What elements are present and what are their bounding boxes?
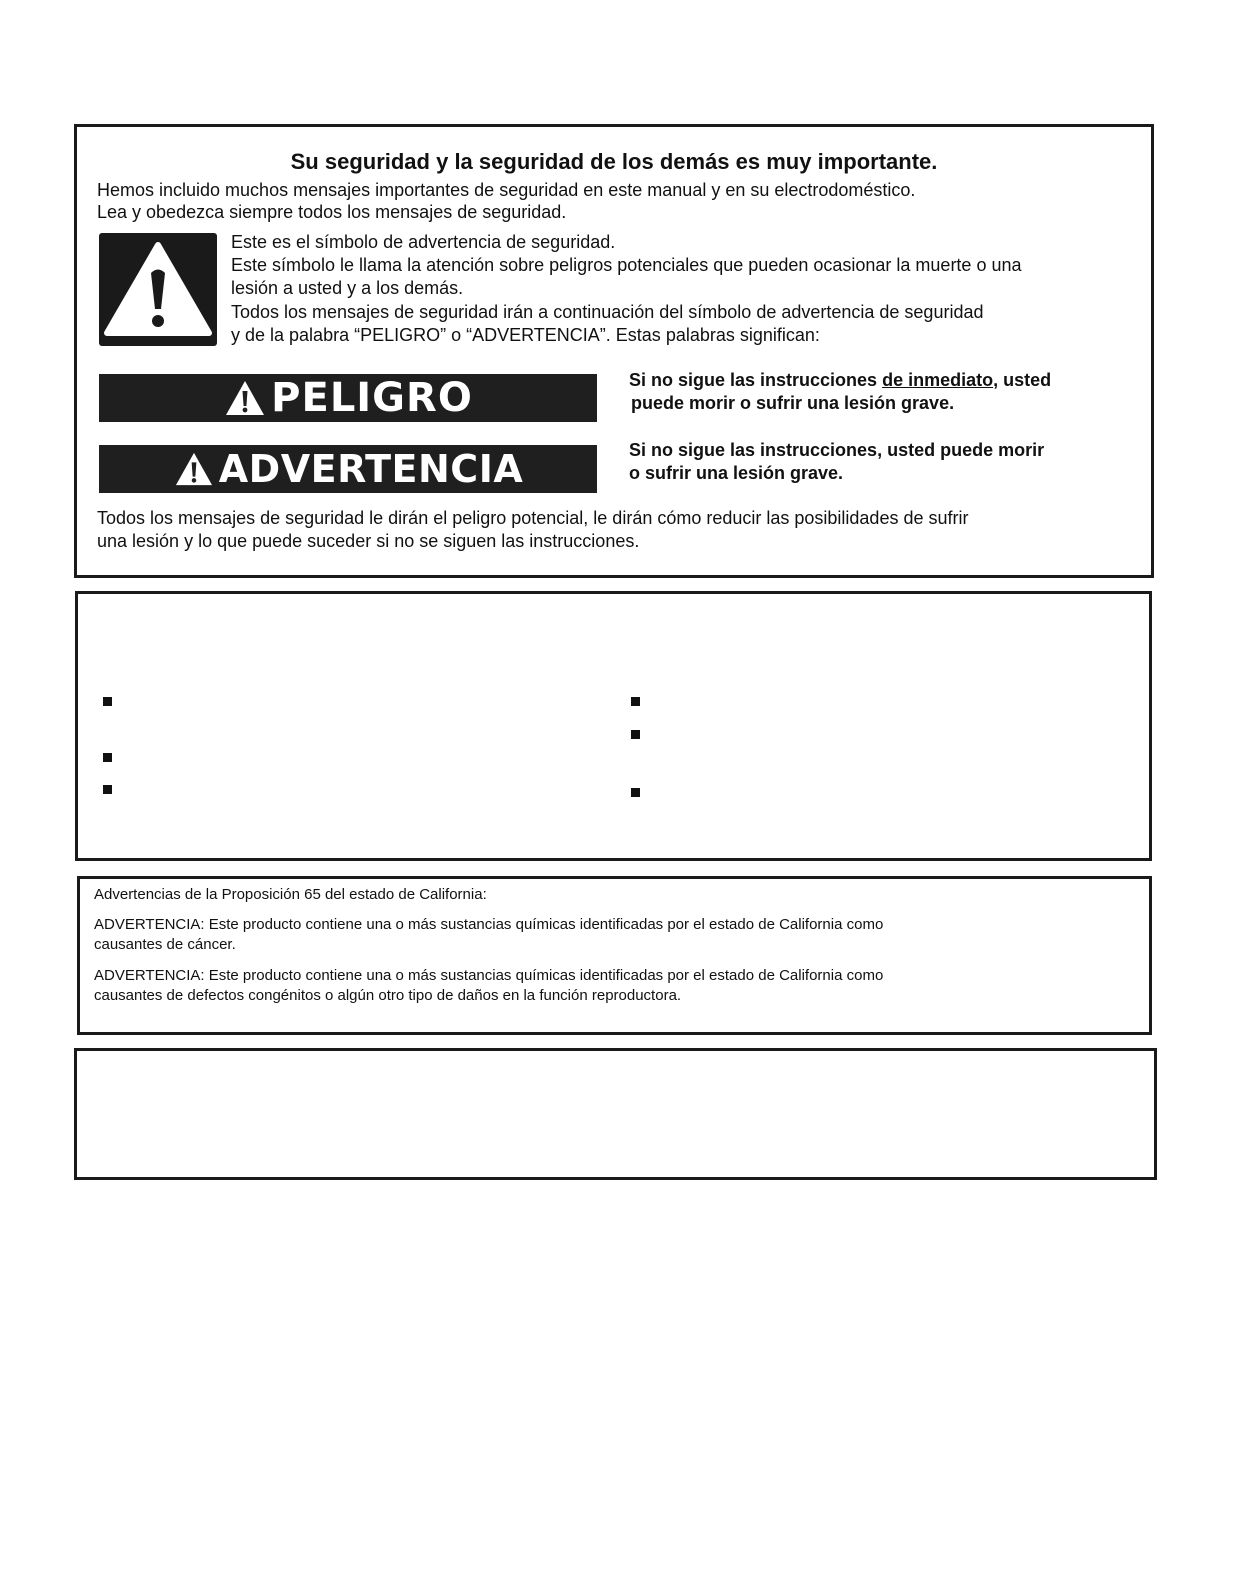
warning-desc-line-1: Si no sigue las instrucciones, usted puede morir (629, 440, 1045, 460)
danger-banner (99, 374, 597, 422)
empty-box (74, 1048, 1157, 1180)
prop65-warning-2-line-2: causantes de defectos congénitos o algún otro tipo de daños en la función reproductora. (94, 987, 682, 1004)
warning-banner (99, 445, 597, 493)
prop65-heading: Advertencias de la Proposición 65 del estado de California: (94, 886, 487, 903)
prop65-warning-1-line-1: ADVERTENCIA: Este producto contiene una o más sustancias químicas identificadas por el estado de California como (94, 916, 884, 933)
danger-desc-line-1 (629, 369, 1051, 392)
symbol-line-5: y de la palabra “PELIGRO” o “ADVERTENCIA”. Estas palabras significan: (231, 325, 820, 345)
warning-alert-icon (173, 450, 215, 488)
warning-triangle-icon (99, 233, 217, 346)
symbol-line-2: Este símbolo le llama la atención sobre peligros potenciales que pueden ocasionar la muerte o una (231, 255, 1022, 275)
bullet-marker (631, 730, 640, 739)
danger-desc-post: , usted (993, 370, 1052, 390)
warning-desc-line-2: o sufrir una lesión grave. (629, 463, 844, 483)
danger-label: PELIGRO (271, 375, 473, 421)
symbol-line-1: Este es el símbolo de advertencia de seguridad. (231, 232, 616, 252)
symbol-line-3: lesión a usted y a los demás. (231, 278, 464, 298)
safety-alert-symbol (99, 233, 217, 346)
closing-line-2: una lesión y lo que puede suceder si no se siguen las instrucciones. (97, 531, 640, 551)
danger-alert-icon (223, 378, 267, 418)
bullet-marker (631, 788, 640, 797)
bullet-marker (103, 697, 112, 706)
closing-line-1: Todos los mensajes de seguridad le dirán el peligro potencial, le dirán cómo reducir las posibilidades de sufrir (97, 508, 969, 528)
bullet-marker (103, 785, 112, 794)
safety-title: Su seguridad y la seguridad de los demás es muy importante. (290, 149, 938, 174)
danger-desc-line-2: puede morir o sufrir una lesión grave. (631, 393, 955, 413)
intro-line-1: Hemos incluido muchos mensajes importantes de seguridad en este manual y en su electrodoméstico. (97, 180, 916, 200)
prop65-box (77, 876, 1152, 1035)
instructions-box (75, 591, 1152, 861)
prop65-warning-2-line-1: ADVERTENCIA: Este producto contiene una o más sustancias químicas identificadas por el estado de California como (94, 967, 884, 984)
warning-label: ADVERTENCIA (218, 447, 524, 491)
prop65-warning-1-line-2: causantes de cáncer. (94, 936, 236, 953)
symbol-line-4: Todos los mensajes de seguridad irán a continuación del símbolo de advertencia de seguridad (231, 302, 984, 322)
danger-desc-pre: Si no sigue las instrucciones (629, 370, 883, 390)
safety-box (74, 124, 1154, 578)
bullet-marker (103, 753, 112, 762)
danger-desc-underline: de inmediato (882, 370, 994, 390)
intro-line-2: Lea y obedezca siempre todos los mensajes de seguridad. (97, 202, 567, 222)
bullet-marker (631, 697, 640, 706)
